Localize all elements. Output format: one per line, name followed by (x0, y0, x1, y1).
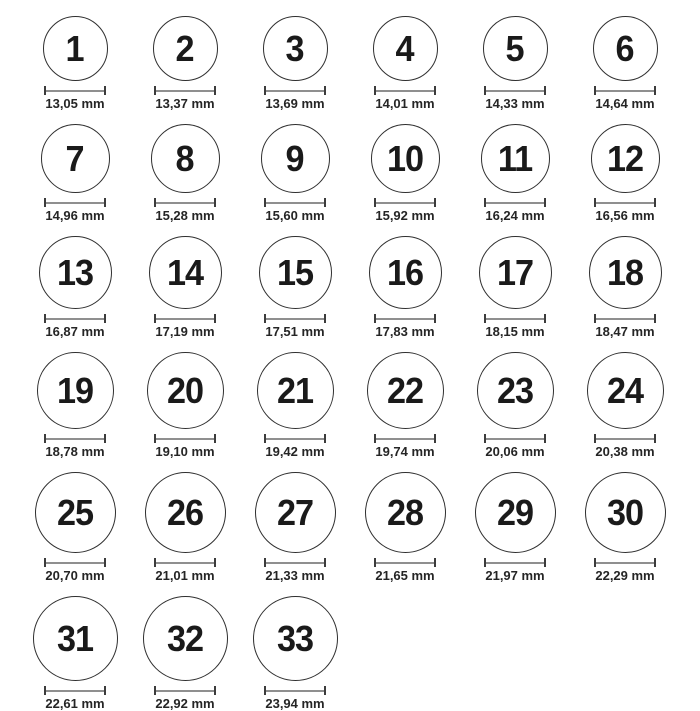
ring-circle (477, 352, 554, 429)
ring-diameter-label: 19,74 mm (375, 444, 435, 459)
ring-circle (373, 16, 438, 81)
ring-size-cell (151, 124, 220, 223)
ring-size-cell (585, 472, 666, 583)
ring-diameter-label: 13,37 mm (155, 96, 215, 111)
ring-diameter-label: 19,42 mm (265, 444, 325, 459)
ring-size-number: 23 (496, 369, 534, 411)
ring-size-number: 22 (386, 369, 424, 411)
ring-size-number: 4 (395, 27, 415, 69)
ring-size-cell (43, 16, 108, 111)
ring-size-cell (587, 352, 664, 459)
ring-circle (367, 352, 444, 429)
ring-size-cell (253, 596, 338, 711)
ring-circle (153, 16, 218, 81)
ring-diameter-label: 16,87 mm (45, 324, 105, 339)
diameter-ruler (594, 558, 656, 567)
diameter-ruler (154, 558, 216, 567)
ring-size-number: 26 (166, 491, 204, 533)
ring-size-cell (33, 596, 118, 711)
ring-size-number: 12 (606, 137, 644, 179)
ring-circle (365, 472, 446, 553)
ring-diameter-label: 16,24 mm (485, 208, 545, 223)
ring-circle (589, 236, 662, 309)
ring-size-cell (261, 124, 330, 223)
diameter-ruler (374, 434, 436, 443)
ring-size-number: 27 (276, 491, 314, 533)
ring-size-cell (483, 16, 548, 111)
ring-size-cell (477, 352, 554, 459)
ring-size-cell (153, 16, 218, 111)
ring-diameter-label: 13,05 mm (45, 96, 105, 111)
diameter-ruler (44, 198, 106, 207)
diameter-ruler (154, 314, 216, 323)
ring-circle (369, 236, 442, 309)
ring-size-number: 11 (497, 137, 533, 179)
ring-size-cell (591, 124, 660, 223)
ring-size-number: 21 (276, 369, 314, 411)
ring-size-cell (259, 236, 332, 339)
ring-diameter-label: 15,28 mm (155, 208, 215, 223)
ring-size-cell (371, 124, 440, 223)
ring-diameter-label: 21,65 mm (375, 568, 435, 583)
ring-size-number: 16 (386, 251, 424, 293)
ring-size-number: 31 (56, 617, 94, 659)
diameter-ruler (484, 558, 546, 567)
ring-diameter-label: 18,78 mm (45, 444, 105, 459)
diameter-ruler (44, 686, 106, 695)
ring-circle (41, 124, 110, 193)
ring-circle (263, 16, 328, 81)
ring-size-cell (475, 472, 556, 583)
ring-circle (585, 472, 666, 553)
ring-diameter-label: 22,92 mm (155, 696, 215, 711)
ring-circle (479, 236, 552, 309)
ring-circle (145, 472, 226, 553)
ring-size-number: 13 (56, 251, 94, 293)
ring-diameter-label: 20,70 mm (45, 568, 105, 583)
ring-diameter-label: 16,56 mm (595, 208, 655, 223)
ring-diameter-label: 17,51 mm (265, 324, 325, 339)
ring-diameter-label: 21,01 mm (155, 568, 215, 583)
ring-circle (371, 124, 440, 193)
ring-circle (151, 124, 220, 193)
ring-diameter-label: 19,10 mm (155, 444, 215, 459)
ring-size-number: 14 (166, 251, 204, 293)
diameter-ruler (264, 558, 326, 567)
ring-circle (255, 472, 336, 553)
ring-diameter-label: 22,61 mm (45, 696, 105, 711)
diameter-ruler (484, 86, 546, 95)
ring-diameter-label: 14,33 mm (485, 96, 545, 111)
diameter-ruler (594, 314, 656, 323)
diameter-ruler (44, 434, 106, 443)
ring-circle (261, 124, 330, 193)
ring-size-cell (37, 352, 114, 459)
diameter-ruler (44, 558, 106, 567)
diameter-ruler (484, 314, 546, 323)
ring-size-number: 24 (606, 369, 644, 411)
diameter-ruler (154, 198, 216, 207)
ring-size-cell (143, 596, 228, 711)
ring-diameter-label: 23,94 mm (265, 696, 325, 711)
ring-size-cell (481, 124, 550, 223)
ring-size-number: 8 (175, 137, 195, 179)
ring-size-cell (593, 16, 658, 111)
diameter-ruler (374, 314, 436, 323)
ring-size-cell (147, 352, 224, 459)
ring-size-number: 28 (386, 491, 424, 533)
ring-size-number: 3 (285, 27, 305, 69)
ring-diameter-label: 15,60 mm (265, 208, 325, 223)
ring-circle (253, 596, 338, 681)
diameter-ruler (374, 558, 436, 567)
ring-size-cell (365, 472, 446, 583)
ring-diameter-label: 17,19 mm (155, 324, 215, 339)
ring-size-cell (367, 352, 444, 459)
ring-diameter-label: 21,33 mm (265, 568, 325, 583)
diameter-ruler (264, 686, 326, 695)
ring-size-number: 29 (496, 491, 534, 533)
ring-size-number: 1 (65, 27, 85, 69)
ring-circle (35, 472, 116, 553)
diameter-ruler (594, 198, 656, 207)
diameter-ruler (484, 198, 546, 207)
ring-circle (475, 472, 556, 553)
ring-diameter-label: 18,47 mm (595, 324, 655, 339)
ring-size-cell (39, 236, 112, 339)
ring-size-number: 2 (175, 27, 195, 69)
ring-size-number: 18 (606, 251, 644, 293)
ring-circle (593, 16, 658, 81)
ring-size-cell (589, 236, 662, 339)
ring-size-number: 17 (496, 251, 534, 293)
ring-diameter-label: 20,38 mm (595, 444, 655, 459)
ring-size-number: 30 (606, 491, 644, 533)
diameter-ruler (264, 434, 326, 443)
ring-size-cell (479, 236, 552, 339)
ring-diameter-label: 13,69 mm (265, 96, 325, 111)
ring-size-number: 7 (65, 137, 85, 179)
diameter-ruler (484, 434, 546, 443)
ring-size-number: 10 (386, 137, 424, 179)
ring-size-number: 6 (615, 27, 635, 69)
ring-size-number: 20 (166, 369, 204, 411)
diameter-ruler (154, 686, 216, 695)
ring-size-number: 9 (285, 137, 305, 179)
diameter-ruler (594, 434, 656, 443)
ring-circle (483, 16, 548, 81)
ring-circle (149, 236, 222, 309)
diameter-ruler (374, 198, 436, 207)
ring-circle (147, 352, 224, 429)
ring-diameter-label: 14,96 mm (45, 208, 105, 223)
diameter-ruler (264, 86, 326, 95)
ring-size-number: 33 (276, 617, 314, 659)
ring-size-number: 5 (505, 27, 525, 69)
diameter-ruler (264, 198, 326, 207)
ring-size-cell (41, 124, 110, 223)
ring-diameter-label: 15,92 mm (375, 208, 435, 223)
diameter-ruler (374, 86, 436, 95)
diameter-ruler (154, 434, 216, 443)
ring-size-cell (35, 472, 116, 583)
ring-circle (587, 352, 664, 429)
ring-circle (143, 596, 228, 681)
diameter-ruler (594, 86, 656, 95)
ring-size-cell (257, 352, 334, 459)
ring-size-number: 15 (276, 251, 314, 293)
ring-diameter-label: 14,64 mm (595, 96, 655, 111)
ring-circle (481, 124, 550, 193)
ring-circle (257, 352, 334, 429)
ring-circle (43, 16, 108, 81)
ring-diameter-label: 17,83 mm (375, 324, 435, 339)
ring-size-number: 25 (56, 491, 94, 533)
ring-size-cell (373, 16, 438, 111)
ring-size-number: 32 (166, 617, 204, 659)
ring-circle (37, 352, 114, 429)
ring-diameter-label: 22,29 mm (595, 568, 655, 583)
ring-size-cell (149, 236, 222, 339)
ring-diameter-label: 14,01 mm (375, 96, 435, 111)
ring-diameter-label: 20,06 mm (485, 444, 545, 459)
ring-diameter-label: 21,97 mm (485, 568, 545, 583)
ring-circle (33, 596, 118, 681)
ring-circle (259, 236, 332, 309)
diameter-ruler (264, 314, 326, 323)
diameter-ruler (44, 314, 106, 323)
ring-size-cell (145, 472, 226, 583)
ring-size-number: 19 (56, 369, 94, 411)
diameter-ruler (154, 86, 216, 95)
ring-size-cell (263, 16, 328, 111)
ring-size-cell (369, 236, 442, 339)
ring-circle (39, 236, 112, 309)
ring-diameter-label: 18,15 mm (485, 324, 545, 339)
ring-circle (591, 124, 660, 193)
ring-size-cell (255, 472, 336, 583)
diameter-ruler (44, 86, 106, 95)
